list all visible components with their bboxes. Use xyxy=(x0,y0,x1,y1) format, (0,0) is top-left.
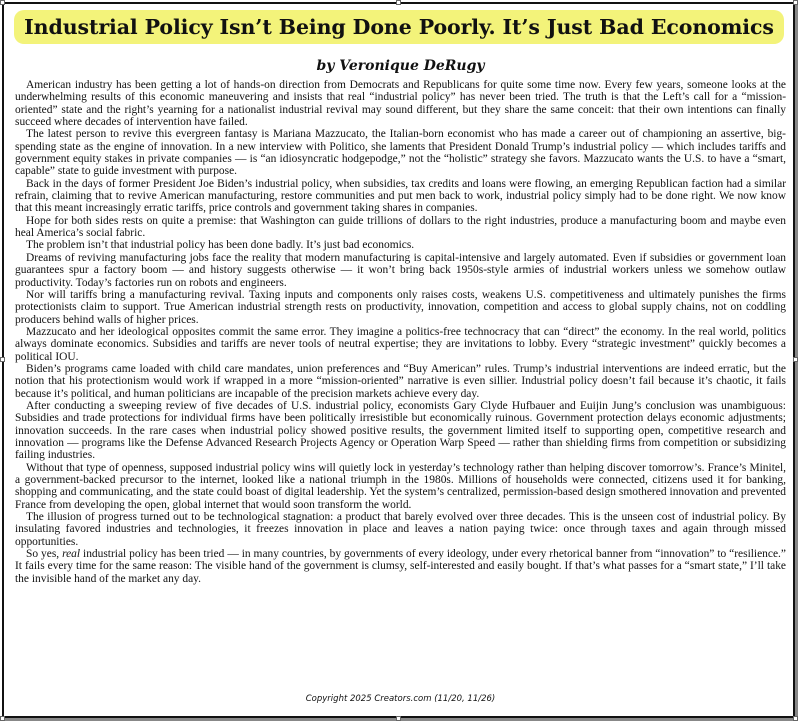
resize-handle-top-mid[interactable] xyxy=(396,0,401,5)
paragraph: Mazzucato and her ideological opposites commit the same error. They imagine a politics-free technocracy that can “direct” the economy. In the real world, politics always dominate economics. Subsidies and tariffs are never tools of neutral expertise; they are invitations to lobby. Every “strategic investment” quickly becomes a political IOU. xyxy=(15,325,786,363)
paragraph: Without that type of openness, supposed industrial policy wins will quietly lock in yesterday’s technology rather than helping discover tomorrow’s. France’s Minitel, a government-backed precursor to the internet, looked like a national triumph in the 1980s. Millions of households were connected, citizens used it for banking, shopping and communicating, and the state could boast of digital leadership. Yet the system’s centralized, permission-based design smothered innovation and prevented France from developing the open, global internet that would soon transform the world. xyxy=(15,461,786,511)
paragraph: Dreams of reviving manufacturing jobs face the reality that modern manufacturing is capital-intensive and largely automated. Even if subsidies or government loan guarantees spur a factory boom — and history suggests otherwise — it won’t bring back 1950s-style armies of industrial workers unless we somehow outlaw productivity. Today’s factories run on robots and engineers. xyxy=(15,251,786,289)
resize-handle-top-right[interactable] xyxy=(793,0,798,5)
paragraph: Biden’s programs came loaded with child care mandates, union preferences and “Buy American” rules. Trump’s industrial interventions are indeed erratic, but the notion that his protectionism would work if wrapped in a more “mission-oriented” narrative is even sillier. Industrial policy doesn’t fail because it’s chaotic, it fails because it’s political, and human politicians are incapable of the precision markets achieve every day. xyxy=(15,362,786,400)
emphasis-real: real xyxy=(62,548,81,561)
resize-handle-bottom-left[interactable] xyxy=(0,716,5,721)
resize-handle-right-mid[interactable] xyxy=(793,357,798,362)
paragraph: Hope for both sides rests on quite a premise: that Washington can guide trillions of dollars to the right industries, produce a manufacturing boom and maybe even heal America’s social fabric. xyxy=(15,214,786,240)
byline: by Veronique DeRugy xyxy=(316,58,485,74)
last-paragraph-prefix: So yes, xyxy=(26,548,63,561)
article-body xyxy=(15,79,786,585)
paragraph: American industry has been getting a lot of hands-on direction from Democrats and Republicans for quite some time now. Every few years, someone looks at the underwhelming results of this economic maneuvering and insists that real “industrial policy” has never been tried. The truth is that the Left’s call for a “mission-oriented” state and the right’s yearning for a nationalist industrial revival may sound different, but they share the same conceit: that their own intentions can finally succeed where decades of intervention have failed. xyxy=(15,79,786,129)
headline: Industrial Policy Isn’t Being Done Poorly. It’s Just Bad Economics xyxy=(24,15,774,39)
paragraph: Nor will tariffs bring a manufacturing revival. Taxing inputs and components only raises costs, weakens U.S. competitiveness and ultimately punishes the firms protectionists claim to support. True American industrial strength rests on productivity, innovation, competition and access to global supply chains, not on coddling producers behind walls of higher prices. xyxy=(15,288,786,326)
resize-handle-bottom-right[interactable] xyxy=(793,716,798,721)
paragraph: The problem isn’t that industrial policy has been done badly. It’s just bad economics. xyxy=(26,239,415,252)
copyright-notice: Copyright 2025 Creators.com (11/20, 11/26) xyxy=(305,694,496,704)
paragraph: The illusion of progress turned out to be technological stagnation: a product that barely evolved over three decades. This is the unseen cost of industrial policy. By insulating favored industries and technologies, it freezes innovation in place and leaves a nation paying twice: once through taxes and again through missed opportunities. xyxy=(15,511,786,548)
resize-handle-top-left[interactable] xyxy=(0,0,5,5)
headline-banner xyxy=(14,10,784,44)
paragraph: After conducting a sweeping review of five decades of U.S. industrial policy, economists Gary Clyde Hufbauer and Euijin Jung’s conclusion was unambiguous: Subsidies and trade protections for individual firms have been politically irresistible but economically ruinous. Government protection delays economic adjustments; innovation succeeds. In the rare cases when industrial policy showed positive results, the government limited itself to supporting open, competitive research and innovation — programs like the Defense Advanced Research Projects Agency or Operation Warp Speed — rather than shielding firms from competition or subsidizing failing industries. xyxy=(15,399,786,462)
last-paragraph xyxy=(15,548,786,585)
resize-handle-bottom-mid[interactable] xyxy=(396,716,401,721)
paragraph: The latest person to revive this evergreen fantasy is Mariana Mazzucato, the Italian-born economist who has made a career out of championing an assertive, big-spending state as the engine of innovation. In a new interview with Politico, she laments that President Donald Trump’s industrial policy — which includes tariffs and government equity stakes in private companies — is “an idiosyncratic hodgepodge,” not the “holistic” strategy she favors. Mazzucato wants the U.S. to have a “smart, capable” state to guide investment with purpose. xyxy=(15,128,786,178)
paragraph: Back in the days of former President Joe Biden’s industrial policy, when subsidies, tax credits and loans were flowing, an emerging Republican faction had a similar refrain, claiming that to revive American manufacturing, restore communities and put men back to work, industrial policy simply had to be done right. We now know that this meant increasingly erratic tariffs, price controls and government taking shares in companies. xyxy=(15,177,786,215)
last-paragraph-rest: industrial policy has been tried — in many countries, by governments of every ideology, under every rhetorical banner from “innovation” to “resilience.” It fails every time for the same reason: The visible hand of the government is clumsy, self-interested and easily bought. If that’s what passes for a “smart state,” I’ll take the invisible hand of the market any day. xyxy=(15,548,786,585)
resize-handle-left-mid[interactable] xyxy=(0,357,5,362)
